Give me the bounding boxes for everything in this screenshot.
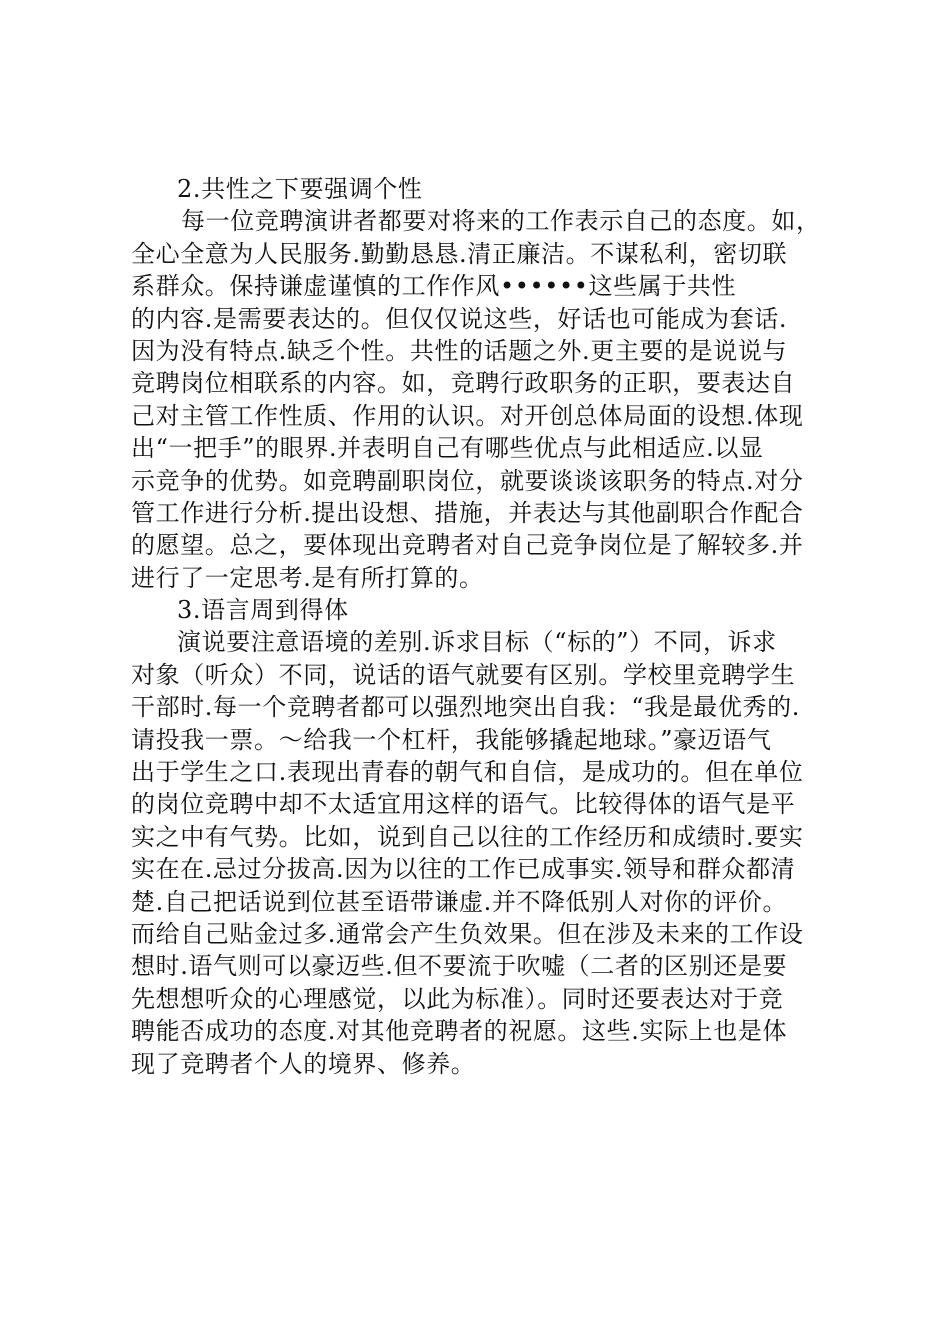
paragraph-line: 全心全意为人民服务.勤勤恳恳.清正廉洁。不谋私利，密切联 — [131, 239, 788, 268]
paragraph-line: 出“一把手”的眼界.并表明自己有哪些优点与此相适应.以显 — [131, 434, 764, 463]
paragraph-line: 出于学生之口.表现出青春的朝气和自信，是成功的。但在单位 — [131, 758, 804, 787]
paragraph-line: 先想想听众的心理感觉，以此为标准）。同时还要表达对于竞 — [131, 984, 784, 1013]
section-heading-2: 2.共性之下要强调个性 — [177, 175, 423, 203]
paragraph-line: 而给自己贴金过多.通常会产生负效果。但在涉及未来的工作设 — [131, 919, 804, 948]
paragraph-line: 竞聘岗位相联系的内容。如，竞聘行政职务的正职，要表达自 — [131, 369, 796, 398]
paragraph-line: 的内容.是需要表达的。但仅仅说这些，好话也可能成为套话. — [131, 304, 788, 333]
paragraph-line: 实之中有气势。比如，说到自己以往的工作经历和成绩时.要实 — [131, 822, 804, 851]
paragraph-line: 因为没有特点.缺乏个性。共性的话题之外.更主要的是说说与 — [131, 336, 788, 365]
paragraph-line: 楚.自己把话说到位甚至语带谦虚.并不降低别人对你的评价。 — [131, 887, 788, 916]
paragraph-line: 的愿望。总之，要体现出竞聘者对自己竞争岗位是了解较多.并 — [131, 531, 804, 560]
paragraph-line: 干部时.每一个竞聘者都可以强烈地突出自我：“我是最优秀的. — [131, 693, 800, 722]
paragraph-line: 示竞争的优势。如竞聘副职岗位，就要谈谈该职务的特点.对分 — [131, 466, 804, 495]
paragraph-line: 现了竞聘者个人的境界、修养。 — [131, 1049, 476, 1078]
paragraph-line: 每一位竞聘演讲者都要对将来的工作表示自己的态度。如， — [181, 207, 821, 236]
paragraph-line: 系群众。保持谦虚谨慎的工作作风••••••这些属于共性 — [131, 272, 737, 301]
paragraph-line: 进行了一定思考.是有所打算的。 — [131, 563, 484, 592]
paragraph-line: 演说要注意语境的差别.诉求目标（“标的”）不同，诉求 — [177, 628, 777, 657]
paragraph-line: 对象（听众）不同，说话的语气就要有区别。学校里竞聘学生 — [131, 660, 796, 689]
paragraph-line: 己对主管工作性质、作用的认识。对开创总体局面的设想.体现 — [131, 401, 804, 430]
paragraph-line: 实在在.忌过分拔高.因为以往的工作已成事实.领导和群众都清 — [131, 855, 796, 884]
paragraph-line: 聘能否成功的态度.对其他竞聘者的祝愿。这些.实际上也是体 — [131, 1017, 788, 1046]
section-heading-3: 3.语言周到得体 — [177, 596, 349, 625]
paragraph-line: 想时.语气则可以豪迈些.但不要流于吹嘘（二者的区别还是要 — [131, 952, 788, 981]
paragraph-line: 请投我一票。～给我一个杠杆，我能够撬起地球。”豪迈语气 — [131, 725, 772, 754]
paragraph-line: 管工作进行分析.提出设想、措施，并表达与其他副职合作配合 — [131, 498, 804, 527]
document-body — [131, 173, 831, 1080]
paragraph-line: 的岗位竞聘中却不太适宜用这样的语气。比较得体的语气是平 — [131, 790, 796, 819]
